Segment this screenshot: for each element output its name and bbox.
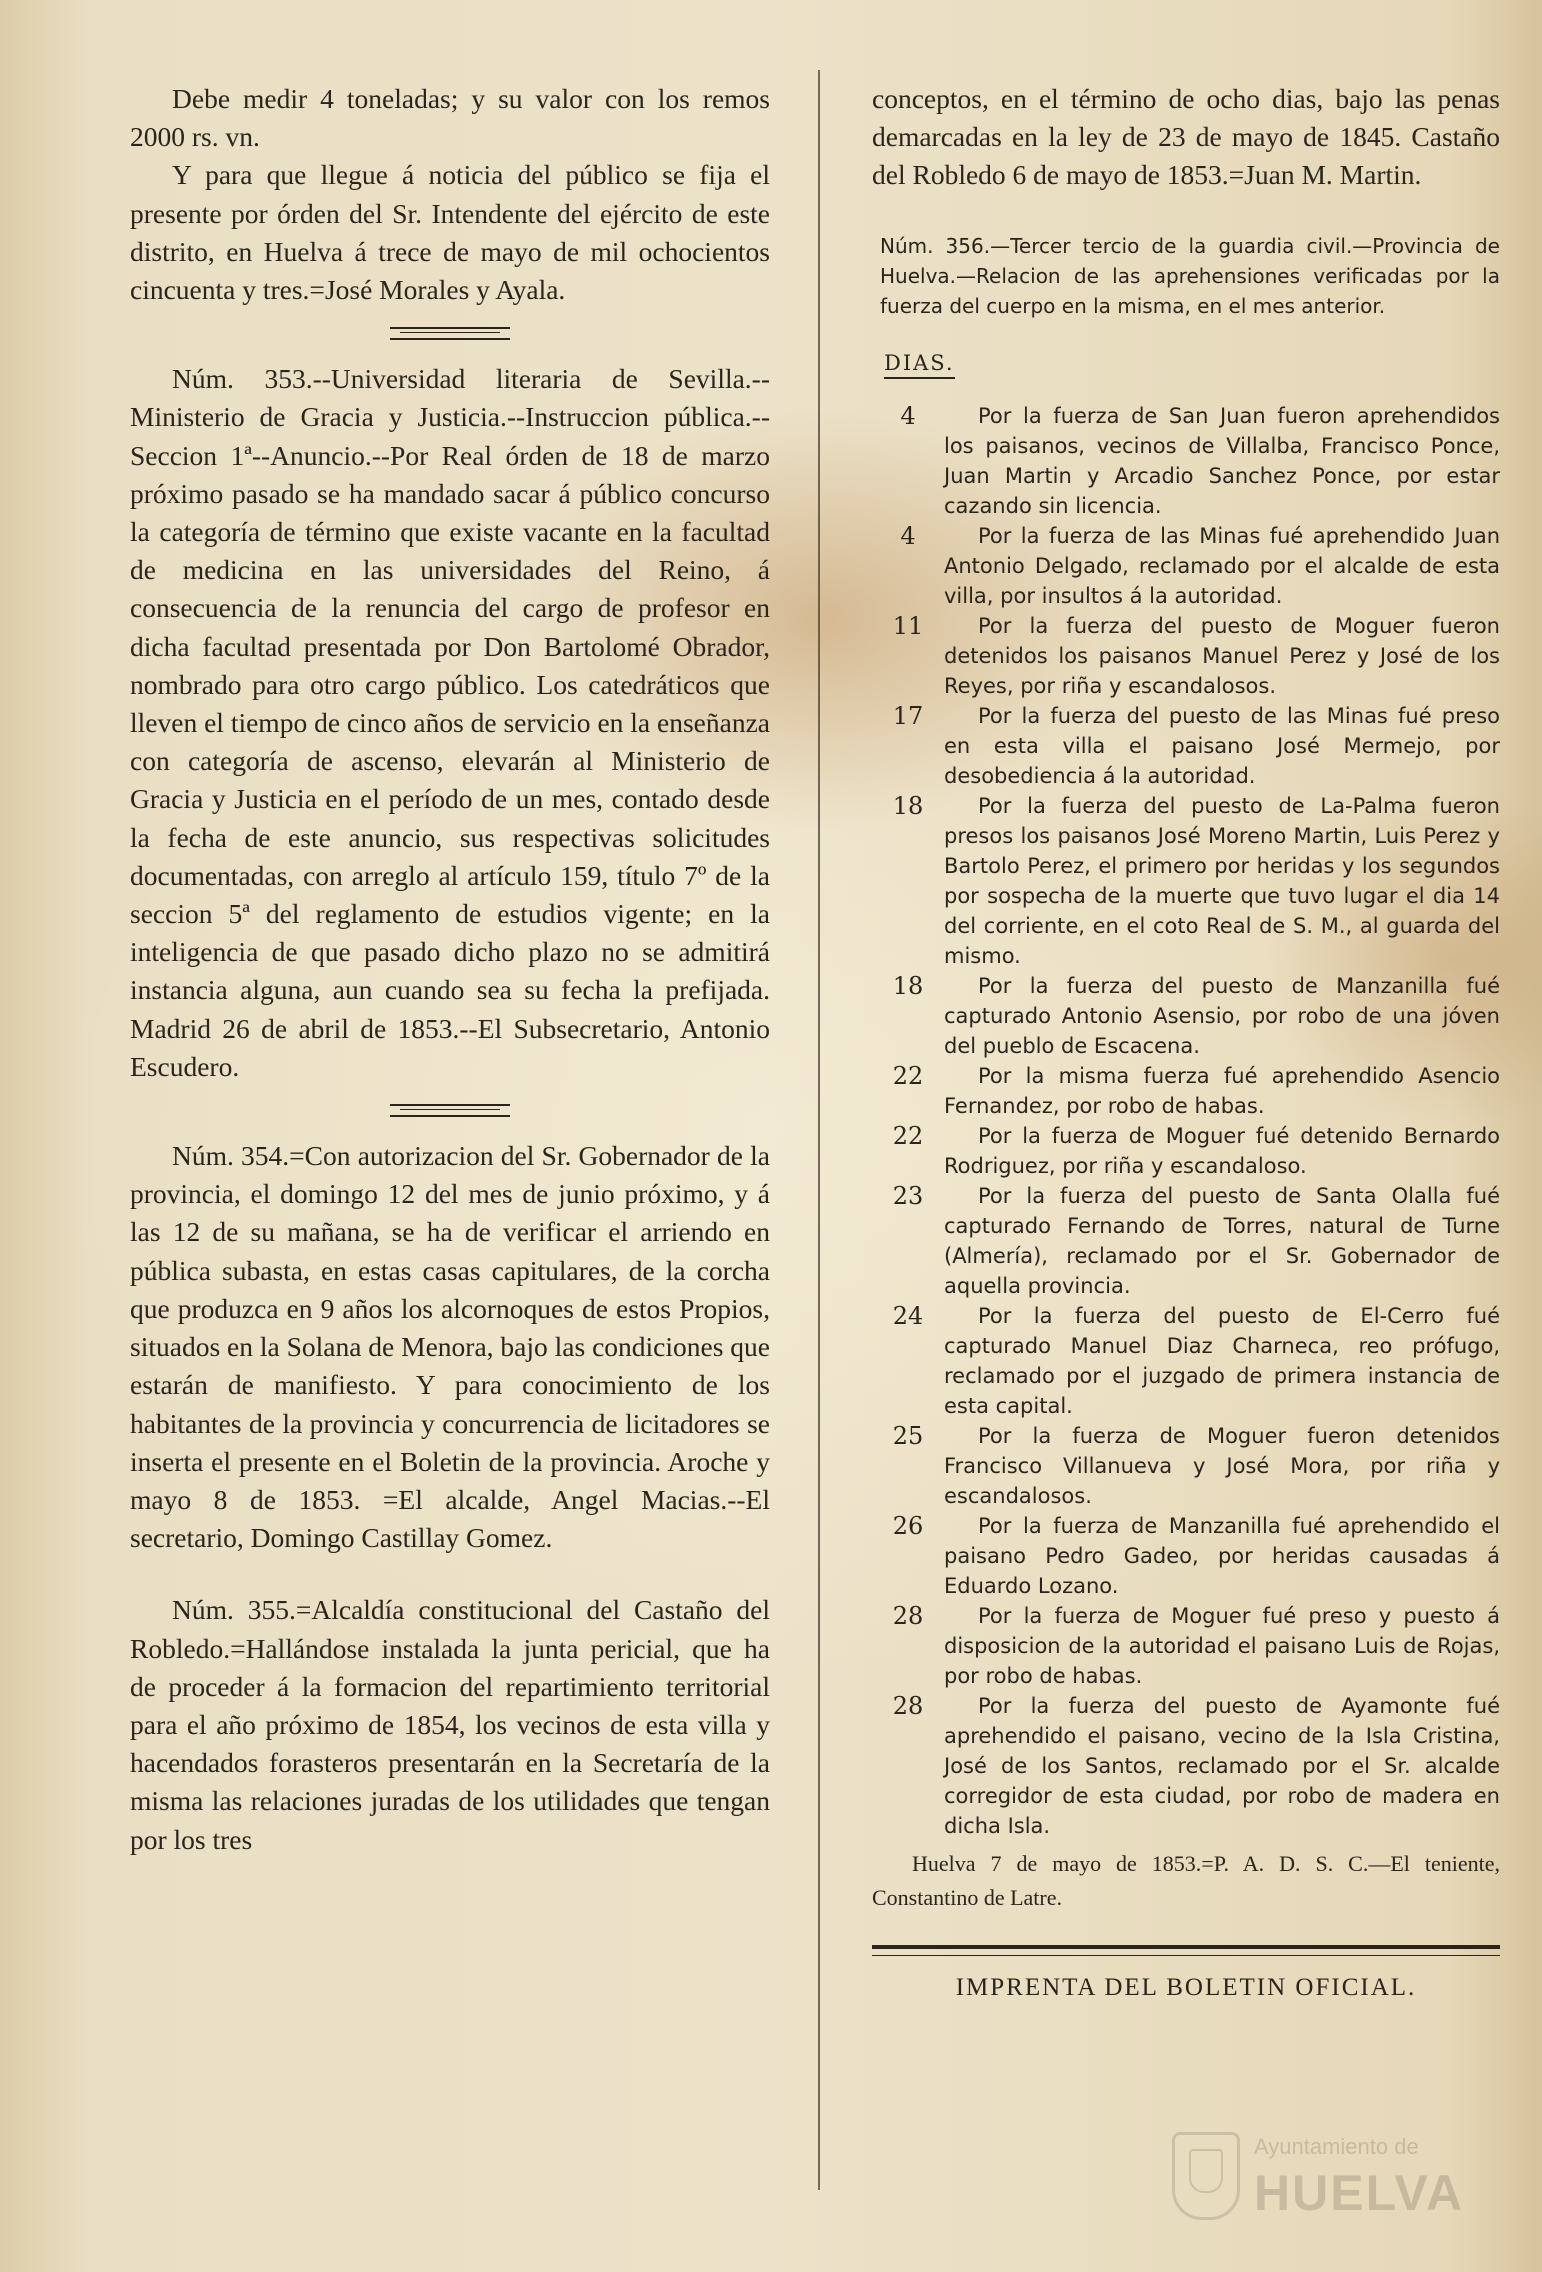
list-item	[872, 1421, 1500, 1511]
entry-day: 22	[892, 1061, 924, 1090]
watermark-line2: HUELVA	[1254, 2165, 1465, 2221]
entry-text: Por la fuerza de Moguer fué detenido Bernardo Rodriguez, por riña y escandaloso.	[944, 1123, 1500, 1178]
list-item	[872, 1181, 1500, 1301]
entry-text: Por la fuerza del puesto de El-Cerro fué capturado Manuel Diaz Charneca, reo prófugo, reclamado por el juzgado de primera instancia de esta capital.	[944, 1303, 1500, 1418]
section-separator	[390, 1104, 510, 1117]
apprehension-list	[872, 401, 1500, 1841]
notice-353: Núm. 353.--Universidad literaria de Sevilla.--Ministerio de Gracia y Justicia.--Instruccion pública.--Seccion 1ª--Anuncio.--Por Real órden de 18 de marzo próximo pasado se ha mandado sacar á público concurso la categoría de término que existe vacante en la facultad de medicina en las universidades del Reino, á consecuencia de la renuncia del cargo de profesor en dicha facultad presentada por Don Bartolomé Obrador, nombrado para otro cargo público. Los catedráticos que lleven el tiempo de cinco años de servicio en la enseñanza con categoría de ascenso, elevarán al Ministerio de Gracia y Justicia en el período de un mes, contado desde la fecha de este anuncio, sus respectivas solicitudes documentadas, con arreglo al artículo 159, título 7º de la seccion 5ª del reglamento de estudios vigente; en la inteligencia de que pasado dicho plazo no se admitirá instancia alguna, aun cuando sea su fecha la prefijada. Madrid 26 de abril de 1853.--El Subsecretario, Antonio Escudero.	[130, 363, 770, 1082]
entry-text: Por la fuerza del puesto de La-Palma fueron presos los paisanos José Moreno Martin, Luis Perez y Bartolo Perez, el primero por heridas y los segundos por sospecha de la muerte que tuvo lugar el dia 14 del corriente, en el coto Real de S. M., al guarda del mismo.	[944, 793, 1500, 968]
entry-day: 18	[892, 971, 924, 1000]
list-item	[872, 701, 1500, 791]
entry-text: Por la fuerza de las Minas fué aprehendido Juan Antonio Delgado, reclamado por el alcalde de esta villa, por insultos á la autoridad.	[944, 523, 1500, 608]
list-item	[872, 521, 1500, 611]
entry-text: Por la fuerza del puesto de Moguer fueron detenidos los paisanos Manuel Perez y José de los Reyes, por riña y escandalosos.	[944, 613, 1500, 698]
entry-text: Por la fuerza del puesto de las Minas fué preso en esta villa el paisano José Mermejo, por desobediencia á la autoridad.	[944, 703, 1500, 788]
paragraph-y-para-que: Y para que llegue á noticia del público se fija el presente por órden del Sr. Intendente del ejército de este distrito, en Huelva á trece de mayo de mil ochocientos cincuenta y tres.=José Morales y Ayala.	[130, 159, 770, 306]
list-item	[872, 1601, 1500, 1691]
notice-355-continued: conceptos, en el término de ocho dias, bajo las penas demarcadas en la ley de 23 de mayo de 1845. Castaño del Robledo 6 de mayo de 1853.=Juan M. Martin.	[872, 83, 1500, 191]
notice-355: Núm. 355.=Alcaldía constitucional del Castaño del Robledo.=Hallándose instalada la junta pericial, que ha de proceder á la formacion del repartimiento territorial para el año próximo de 1854, los vecinos de esta villa y hacendados forasteros presentarán en la Secretaría de la misma las relaciones juradas de los utilidades que tengan por los tres	[130, 1594, 770, 1855]
entry-day: 11	[892, 611, 924, 640]
list-item	[872, 1061, 1500, 1121]
bottom-rule	[872, 1945, 1500, 1956]
list-item	[872, 401, 1500, 521]
list-item	[872, 1121, 1500, 1181]
closing-signature: Huelva 7 de mayo de 1853.=P. A. D. S. C.—El teniente, Constantino de Latre.	[872, 1850, 1500, 1910]
entry-text: Por la fuerza del puesto de Manzanilla fué capturado Antonio Asensio, por robo de una jóven del pueblo de Escacena.	[944, 973, 1500, 1058]
entry-text: Por la fuerza de Manzanilla fué aprehendido el paisano Pedro Gadeo, por heridas causadas á Eduardo Lozano.	[944, 1513, 1500, 1598]
entry-day: 4	[900, 521, 916, 550]
entry-day: 4	[900, 401, 916, 430]
entry-day: 28	[892, 1691, 924, 1720]
right-column	[872, 80, 1500, 2002]
entry-text: Por la fuerza de Moguer fueron detenidos Francisco Villanueva y José Mora, por riña y escandalosos.	[944, 1423, 1500, 1508]
entry-day: 25	[892, 1421, 924, 1450]
watermark-line1: Ayuntamiento de	[1254, 2134, 1419, 2159]
entry-day: 22	[892, 1121, 924, 1150]
list-item	[872, 1691, 1500, 1841]
notice-354: Núm. 354.=Con autorizacion del Sr. Gobernador de la provincia, el domingo 12 del mes de junio próximo, y á las 12 de su mañana, se ha de verificar el arriendo en pública subasta, en estas casas capitulares, de la corcha que produzca en 9 años los alcornoques de estos Propios, situados en la Solana de Menora, bajo las condiciones que estarán de manifiesto. Y para conocimiento de los habitantes de la provincia y concurrencia de licitadores se inserta el presente en el Boletin de la provincia. Aroche y mayo 8 de 1853. =El alcalde, Angel Macias.--El secretario, Domingo Castillay Gomez.	[130, 1140, 770, 1554]
entry-day: 17	[892, 701, 924, 730]
list-item	[872, 611, 1500, 701]
notice-356: Núm. 356.—Tercer tercio de la guardia civil.—Provincia de Huelva.—Relacion de las aprehensiones verificadas por la fuerza del cuerpo en la misma, en el mes anterior.	[880, 233, 1500, 318]
entry-text: Por la misma fuerza fué aprehendido Asencio Fernandez, por robo de habas.	[944, 1063, 1500, 1118]
entry-text: Por la fuerza del puesto de Santa Olalla fué capturado Fernando de Torres, natural de Turne (Almería), reclamado por el Sr. Gobernador de aquella provincia.	[944, 1183, 1500, 1298]
list-item	[872, 1511, 1500, 1601]
left-column	[130, 80, 770, 1859]
entry-day: 18	[892, 791, 924, 820]
entry-day: 26	[892, 1511, 924, 1540]
list-item	[872, 1301, 1500, 1421]
watermark	[1172, 2122, 1472, 2232]
paragraph-debe-medir: Debe medir 4 toneladas; y su valor con los remos 2000 rs. vn.	[130, 83, 770, 153]
entry-day: 24	[892, 1301, 924, 1330]
entry-text: Por la fuerza del puesto de Ayamonte fué aprehendido el paisano, vecino de la Isla Cristina, José de los Santos, reclamado por el Sr. alcalde corregidor de esta ciudad, por robo de madera en dicha Isla.	[944, 1693, 1500, 1838]
column-divider	[818, 70, 820, 2190]
imprenta-footer: IMPRENTA DEL BOLETIN OFICIAL.	[955, 1973, 1417, 2001]
entry-text: Por la fuerza de Moguer fué preso y puesto á disposicion de la autoridad el paisano Luis de Rojas, por robo de habas.	[944, 1603, 1500, 1688]
list-item	[872, 791, 1500, 971]
dias-header: DIAS.	[884, 351, 955, 379]
entry-day: 28	[892, 1601, 924, 1630]
entry-day: 23	[892, 1181, 924, 1210]
section-separator	[390, 327, 510, 340]
list-item	[872, 971, 1500, 1061]
entry-text: Por la fuerza de San Juan fueron aprehendidos los paisanos, vecinos de Villalba, Francisco Ponce, Juan Martin y Arcadio Sanchez Ponce, por estar cazando sin licencia.	[944, 403, 1500, 518]
coat-of-arms-icon	[1172, 2132, 1240, 2220]
